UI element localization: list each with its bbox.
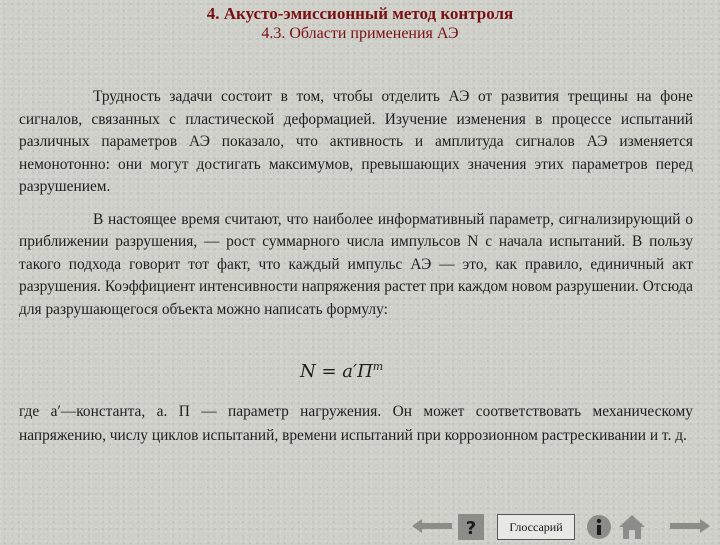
section-subtitle: 4.3. Области применения АЭ <box>261 25 459 42</box>
arrow-left-icon[interactable] <box>412 519 452 533</box>
body-text <box>19 86 693 321</box>
svg-text:?: ? <box>465 518 477 539</box>
arrow-right-icon[interactable] <box>670 519 710 533</box>
paragraph-3: где a′—константа, a. П — параметр нагружения. Он может соответствовать механическому напряжению, числу циклов испытаний, времени испытаний при коррозионном растрескивании и т. д. <box>19 403 693 444</box>
formula <box>300 360 383 382</box>
slide-header <box>0 4 720 44</box>
paragraph-1: Трудность задачи состоит в том, чтобы отделить АЭ от развития трещины на фоне сигналов, связанных с пластической деформацией. Изучение изменения в процессе испытаний различных параметров АЭ показало, что активность и амплитуда сигналов АЭ изменяется немонотонно: они могут достигать максимумов, превышающих значения этих параметров перед разрушением. <box>19 88 693 195</box>
question-icon[interactable] <box>458 514 484 540</box>
navigation-bar <box>0 510 720 540</box>
paragraph-2: В настоящее время считают, что наиболее информативный параметр, сигнализирующий о приближении разрушения, — рост суммарного числа импульсов N с начала испытаний. В пользу такого подхода говорит тот факт, что каждый импульс АЭ — это, как правило, единичный акт разрушения. Коэффициент интенсивности напряжения растет при каждом новом разрушении. Отсюда для разрушающегося объекта можно написать формулу: <box>19 210 693 318</box>
formula-exponent: m <box>372 360 384 373</box>
info-icon[interactable] <box>586 514 612 540</box>
home-icon[interactable] <box>618 514 646 540</box>
glossary-button[interactable]: Глоссарий <box>497 514 575 540</box>
body-text-after-formula <box>19 400 693 447</box>
formula-main: N = a′Π <box>300 361 373 382</box>
page-title: 4. Акусто-эмиссионный метод контроля <box>206 4 514 23</box>
